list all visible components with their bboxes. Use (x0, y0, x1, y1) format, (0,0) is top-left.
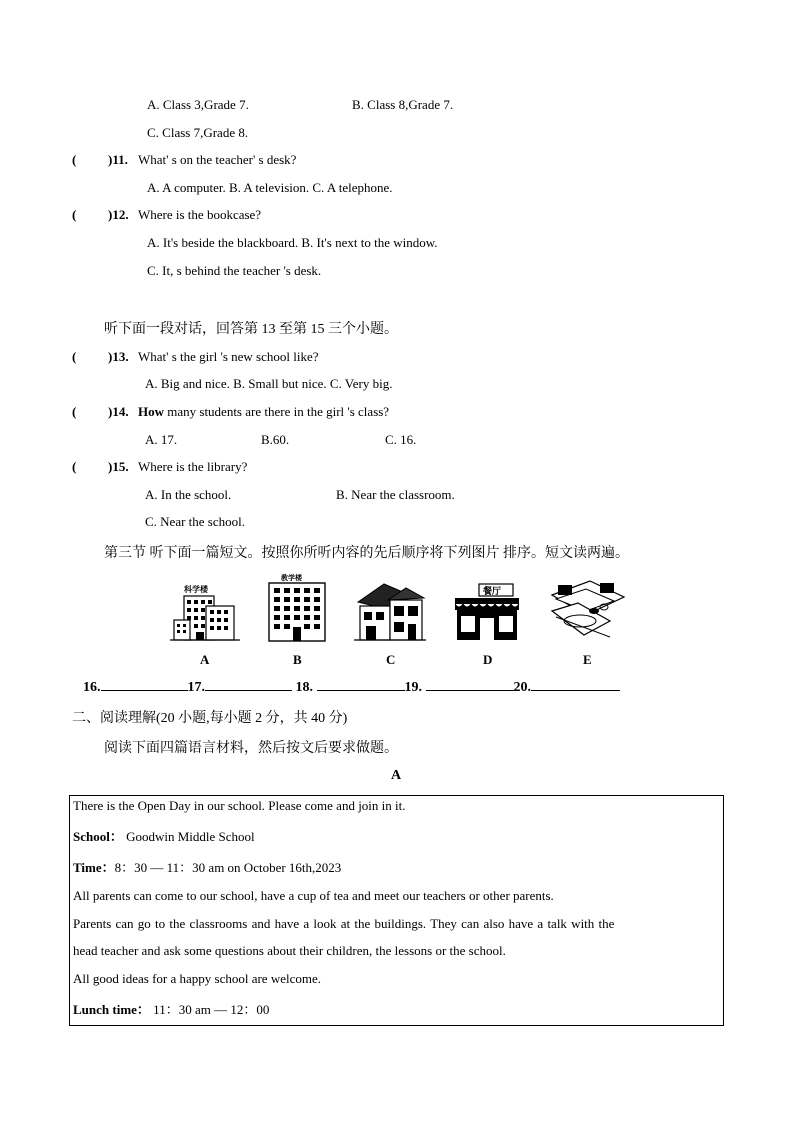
blank-label-18: 18. (295, 680, 313, 695)
q15-option-a: A. In the school. (145, 487, 232, 502)
answer-paren-close: )14. (108, 404, 129, 419)
notice-line-parents: All parents can come to our school, have a cup of tea and meet our teachers or other parents. (73, 888, 554, 903)
q15-option-b: B. Near the classroom. (336, 487, 455, 502)
teaching-building-picture (265, 571, 329, 643)
notice-lunch-time: Lunch time： 11：30 am — 12：00 (73, 1002, 270, 1017)
section-listen-dialogue: 听下面一段对话，回答第 13 至第 15 三个小题。 (104, 322, 398, 337)
notice-line-head-teacher: head teacher and ask some questions about their children, the lessons or the school. (73, 943, 506, 958)
answer-blank-16[interactable] (101, 678, 188, 691)
question-number: 12. (112, 207, 129, 222)
q13-options: A. Big and nice. B. Small but nice. C. Very big. (145, 376, 393, 391)
answer-paren-open: ( (72, 349, 77, 364)
answer-paren-close: )11. (108, 152, 128, 167)
q14-option-b: B.60. (261, 432, 290, 447)
answer-blank-18[interactable] (317, 678, 405, 691)
picture-label-a: A (200, 652, 210, 667)
question-text: What' s on the teacher' s desk? (138, 152, 297, 167)
answer-paren-open: ( (72, 404, 77, 419)
notice-school: School： Goodwin Middle School (73, 829, 255, 844)
science-building-picture (170, 580, 240, 642)
answer-paren-close: )12. (108, 207, 129, 222)
answer-blank-19[interactable] (426, 678, 514, 691)
part-2-title: 二、阅读理解(20 小题,每小题 2 分，共 40 分) (72, 711, 348, 726)
question-number: 11. (112, 152, 128, 167)
blank-label-17: 17. (187, 680, 205, 695)
question-text: How many students are there in the girl 's class? (138, 404, 390, 419)
playground-picture (550, 577, 626, 639)
q10-option-c: C. Class 7,Grade 8. (147, 125, 249, 140)
answer-paren-close: )13. (108, 349, 129, 364)
picture-label-d: D (483, 652, 493, 667)
question-number: 13. (112, 349, 129, 364)
picture-sign: 科学楼 (184, 585, 208, 594)
picture-label-c: C (386, 652, 396, 667)
answer-blank-17[interactable] (205, 678, 292, 691)
picture-label-b: B (293, 652, 302, 667)
picture-sign: 教学楼 (281, 574, 302, 582)
answer-paren-open: ( (72, 459, 77, 474)
notice-line-classrooms: Parents can go to the classrooms and have a look at the buildings. They can also have a talk with the (73, 916, 615, 931)
picture-sign: 餐厅 (483, 587, 502, 597)
answer-paren-open: ( (72, 207, 77, 222)
answer-paren-open: ( (72, 152, 77, 167)
q14-option-a: A. 17. (145, 432, 178, 447)
q12-options-line1: A. It's beside the blackboard. B. It's next to the window. (147, 235, 438, 250)
q10-option-a: A. Class 3,Grade 7. (147, 97, 249, 112)
question-number: 14. (112, 404, 129, 419)
notice-intro: There is the Open Day in our school. Please come and join in it. (73, 798, 406, 813)
question-text: Where is the library? (138, 459, 248, 474)
q10-option-b: B. Class 8,Grade 7. (352, 97, 454, 112)
q11-options: A. A computer. B. A television. C. A telephone. (147, 180, 393, 195)
q15-option-c: C. Near the school. (145, 514, 246, 529)
notice-line-ideas: All good ideas for a happy school are welcome. (73, 971, 322, 986)
open-day-notice (69, 795, 724, 1026)
question-text: Where is the bookcase? (138, 207, 262, 222)
part-2-instruction: 阅读下面四篇语言材料，然后按文后要求做题。 (104, 741, 398, 756)
q12-options-line2: C. It, s behind the teacher 's desk. (147, 263, 322, 278)
q14-option-c: C. 16. (385, 432, 417, 447)
blank-label-19: 19. (404, 680, 422, 695)
answer-blank-20[interactable] (531, 678, 620, 691)
question-text: What' s the girl 's new school like? (138, 349, 319, 364)
dining-hall-picture (451, 580, 523, 642)
section-3-heading: 第三节 听下面一篇短文。按照你所听内容的先后顺序将下列图片 排序。短文读两遍。 (104, 546, 629, 561)
notice-time: Time：8：30 — 11：30 am on October 16th,2023 (73, 860, 342, 875)
answer-blanks-row (83, 678, 620, 696)
passage-label: A (391, 768, 402, 783)
picture-label-e: E (583, 652, 592, 667)
house-picture (354, 580, 426, 642)
blank-label-16: 16. (83, 680, 101, 695)
question-number: 15. (112, 459, 129, 474)
blank-label-20: 20. (513, 680, 531, 695)
answer-paren-close: )15. (108, 459, 129, 474)
